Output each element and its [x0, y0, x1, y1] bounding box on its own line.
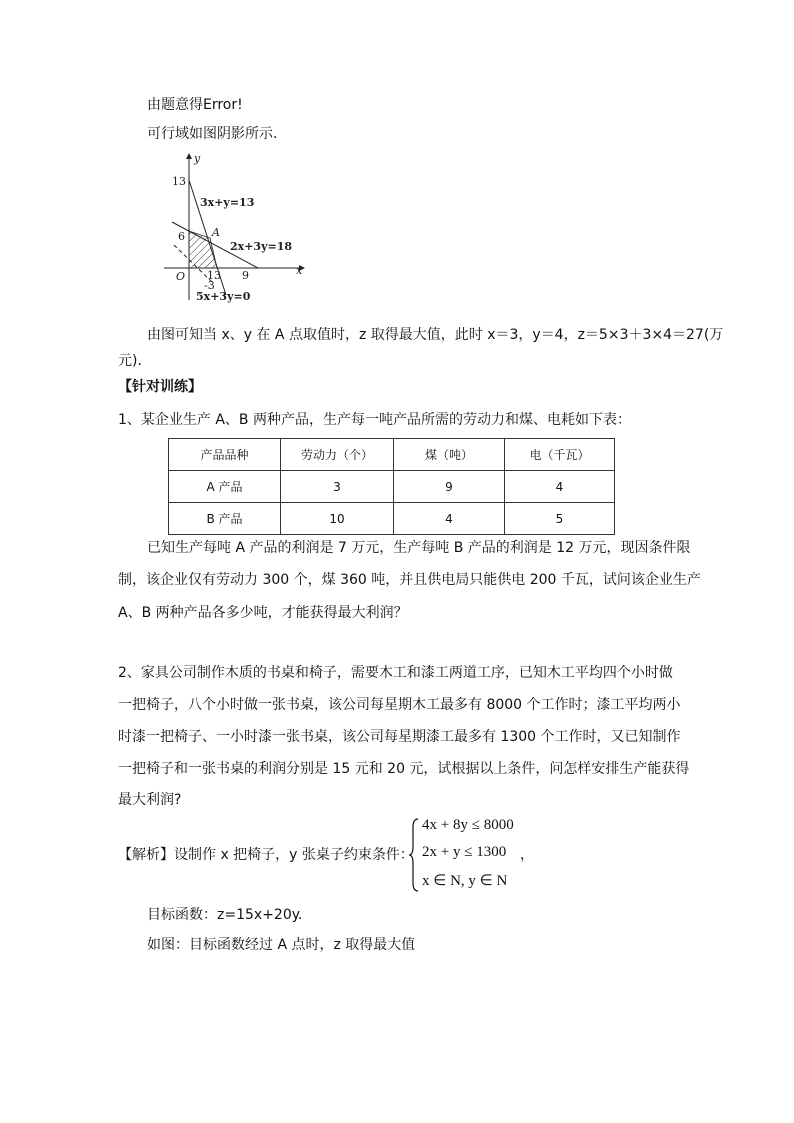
constraint-system [408, 817, 538, 893]
left-brace-icon [408, 817, 420, 893]
table-cell: A 产品 [169, 471, 281, 503]
analysis-label: 【解析】设制作 x 把椅子，y 张桌子约束条件： [118, 847, 414, 863]
y-tick-13: 13 [172, 175, 186, 188]
table-cell: 3 [281, 471, 394, 503]
line-label-5x-3y-0: 5x+3y=0 [196, 290, 251, 303]
table-cell: 4 [505, 471, 615, 503]
question-2-line-4: 一把椅子和一张书桌的利润分别是 15 元和 20 元，试根据以上条件，问怎样安排生产能获得 [118, 761, 690, 777]
figure-note: 如图：目标函数经过 A 点时，z 取得最大值 [147, 937, 416, 953]
table-cell: 9 [394, 471, 505, 503]
solution-line-1: 由题意得Error! [147, 97, 243, 113]
table-header-cell: 产品品种 [169, 439, 281, 471]
question-1-intro: 1、某企业生产 A、B 两种产品，生产每一吨产品所需的劳动力和煤、电耗如下表： [118, 412, 631, 428]
x-axis-label: x [296, 264, 303, 277]
question-2-line-2: 一把椅子，八个小时做一张书桌，该公司每星期木工最多有 8000 个工作时；漆工平均两小 [118, 697, 681, 713]
practice-heading: 【针对训练】 [118, 379, 202, 395]
solution-conclusion-line-1: 由图可知当 x、y 在 A 点取值时，z 取得最大值，此时 x＝3，y＝4，z＝5×3＋3×4＝27(万 [147, 327, 724, 343]
constraint-trailing-comma: ， [520, 847, 534, 863]
feasible-region-figure [160, 150, 360, 310]
point-a-label: A [212, 226, 220, 239]
table-cell: B 产品 [169, 503, 281, 535]
table-row [169, 503, 615, 535]
objective-function: 目标函数：z=15x+20y. [147, 907, 303, 923]
question-1-text-line-3: A、B 两种产品各多少吨，才能获得最大利润？ [118, 605, 408, 621]
question-1-text-line-1: 已知生产每吨 A 产品的利润是 7 万元，生产每吨 B 产品的利润是 12 万元，现因条件限 [147, 540, 691, 556]
y-axis-label: y [194, 152, 201, 165]
solution-conclusion-line-2: 元)． [118, 353, 152, 369]
resource-table [168, 438, 615, 535]
constraint-row: 4x + 8y ≤ 8000 [422, 817, 514, 833]
question-2-line-5: 最大利润? [118, 792, 182, 808]
table-cell: 10 [281, 503, 394, 535]
question-1-text-line-2: 制，该企业仅有劳动力 300 个，煤 360 吨，并且供电局只能供电 200 千瓦，试问该企业生产 [118, 572, 701, 588]
question-2-line-1: 2、家具公司制作木质的书桌和椅子，需要木工和漆工两道工序，已知木工平均四个小时做 [118, 665, 673, 681]
table-cell: 4 [394, 503, 505, 535]
solution-line-2: 可行域如图阴影所示． [147, 126, 287, 142]
constraint-row: x ∈ N, y ∈ N [422, 873, 508, 889]
x-tick-13: 13 [207, 269, 221, 282]
table-header-row [169, 439, 615, 471]
x-tick-9: 9 [242, 269, 249, 282]
table-header-cell: 劳动力（个） [281, 439, 394, 471]
table-header-cell: 煤（吨） [394, 439, 505, 471]
origin-label: O [176, 270, 186, 283]
table-cell: 5 [505, 503, 615, 535]
x-tick-neg3: -3 [204, 279, 215, 292]
line-label-2x-3y-18: 2x+3y=18 [230, 240, 292, 253]
table-header-cell: 电（千瓦） [505, 439, 615, 471]
table-row [169, 471, 615, 503]
y-tick-6: 6 [178, 230, 185, 243]
question-2-line-3: 时漆一把椅子、一小时漆一张书桌，该公司每星期漆工最多有 1300 个工作时，又已知制作 [118, 729, 681, 745]
line-label-3x-y-13: 3x+y=13 [200, 196, 255, 209]
constraint-row: 2x + y ≤ 1300 [422, 844, 507, 860]
